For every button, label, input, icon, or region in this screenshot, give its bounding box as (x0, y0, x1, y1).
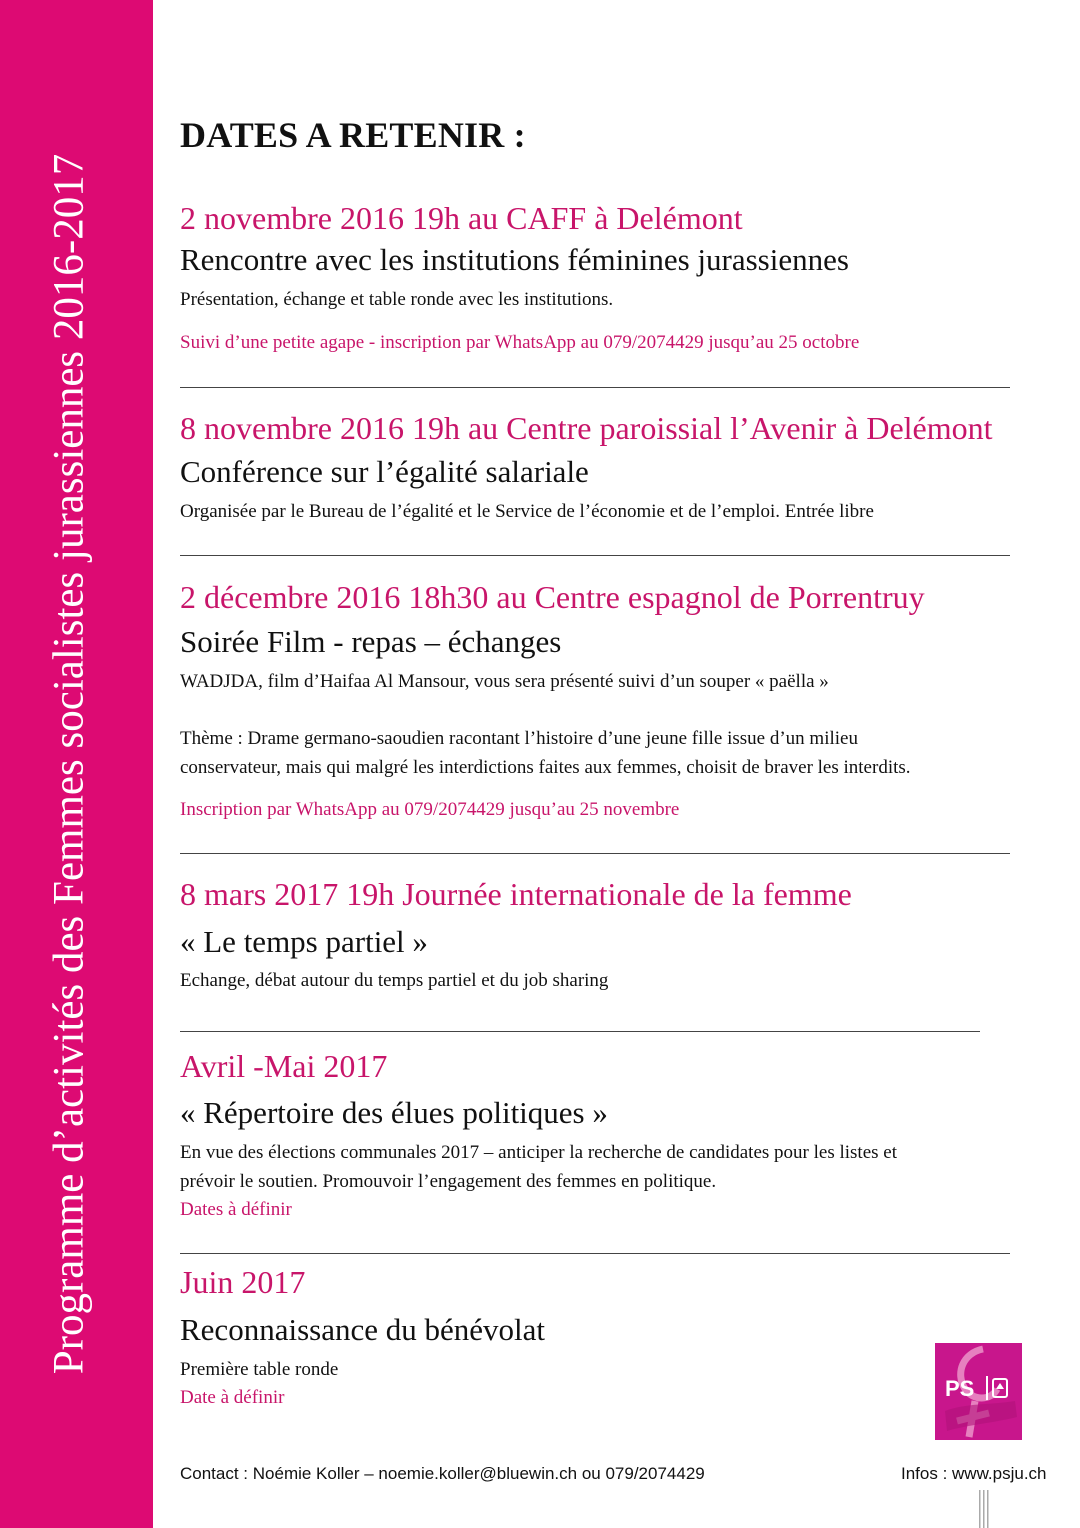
sidebar-band (0, 0, 153, 1528)
event-note: Suivi d’une petite agape - inscription par WhatsApp au 079/2074429 jusqu’au 25 octobre (180, 332, 860, 353)
event-description: prévoir le soutien. Promouvoir l’engagement des femmes en politique. (180, 1171, 717, 1192)
event-date: 8 mars 2017 19h Journée internationale de la femme (180, 876, 852, 912)
separator (180, 853, 1010, 854)
event-date: Juin 2017 (180, 1264, 306, 1300)
separator (180, 387, 1010, 388)
event-note: Dates à définir (180, 1199, 292, 1220)
event-date: 2 décembre 2016 18h30 au Centre espagnol de Porrentruy (180, 579, 925, 615)
ps-logo (935, 1343, 1022, 1440)
event-title: Rencontre avec les institutions féminines jurassiennes (180, 242, 849, 277)
separator (180, 1031, 980, 1032)
event-title: Reconnaissance du bénévolat (180, 1312, 545, 1347)
decorative-bars-icon (978, 1490, 992, 1528)
event-title: Soirée Film - repas – échanges (180, 624, 562, 659)
event-date: Avril -Mai 2017 (180, 1048, 388, 1084)
sidebar-title: Programme d’activités des Femmes socialistes jurassiennes 2016-2017 (45, 153, 93, 1375)
event-description: conservateur, mais qui malgré les interdictions faites aux femmes, choisit de braver les interdits. (180, 757, 911, 778)
separator (180, 555, 1010, 556)
event-description: Présentation, échange et table ronde avec les institutions. (180, 289, 614, 310)
event-note: Date à définir (180, 1387, 285, 1408)
footer-infos: Infos : www.psju.ch (901, 1464, 1047, 1483)
footer-contact: Contact : Noémie Koller – noemie.koller@bluewin.ch ou 079/2074429 (180, 1464, 705, 1483)
event-title: « Le temps partiel » (180, 924, 428, 959)
event-description: Première table ronde (180, 1359, 339, 1380)
event-description: Organisée par le Bureau de l’égalité et le Service de l’économie et de l’emploi. Entrée libre (180, 501, 874, 522)
event-description: Echange, débat autour du temps partiel et du job sharing (180, 970, 609, 991)
separator (180, 1253, 1010, 1254)
event-date: 2 novembre 2016 19h au CAFF à Delémont (180, 200, 743, 236)
event-description: En vue des élections communales 2017 – anticiper la recherche de candidates pour les listes et (180, 1142, 897, 1163)
event-note: Inscription par WhatsApp au 079/2074429 jusqu’au 25 novembre (180, 799, 680, 820)
event-description: WADJDA, film d’Haifaa Al Mansour, vous sera présenté suivi d’un souper « paëlla » (180, 671, 829, 692)
event-date: 8 novembre 2016 19h au Centre paroissial l’Avenir à Delémont (180, 410, 993, 446)
event-description: Thème : Drame germano-saoudien racontant l’histoire d’une jeune fille issue d’un milieu (180, 728, 858, 749)
logo-text: PS (945, 1376, 975, 1401)
ps-party-logo-icon (935, 1343, 1022, 1440)
event-title: « Répertoire des élues politiques » (180, 1095, 608, 1130)
event-title: Conférence sur l’égalité salariale (180, 454, 589, 489)
page-heading: DATES A RETENIR : (180, 115, 526, 155)
